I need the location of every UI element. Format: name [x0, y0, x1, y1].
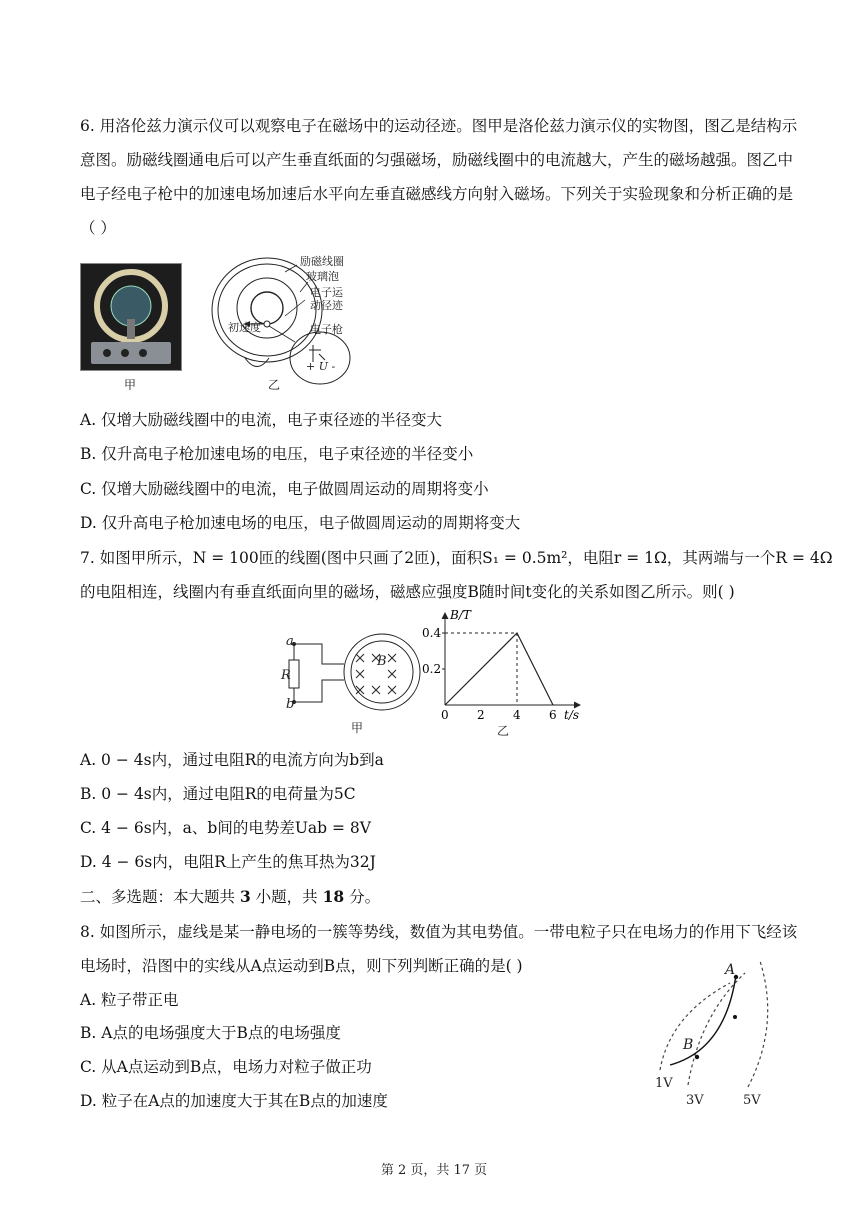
q6-caption-left: 甲 [124, 378, 137, 392]
q6-option-d: D. 仅升高电子枪加速电场的电压，电子做圆周运动的周期将变大 [80, 514, 521, 532]
magnetic-field-crosses [356, 654, 396, 694]
q8-option-d: D. 粒子在A点的加速度大于其在B点的加速度 [80, 1092, 388, 1110]
section-count: 3 [239, 887, 251, 906]
q7-coil-circuit [280, 630, 430, 720]
knob-1 [103, 349, 111, 357]
label-R: R [281, 668, 291, 683]
label-1v: 1V [655, 1076, 673, 1091]
q7-caption-left: 甲 [351, 721, 364, 735]
bt-x-label: t/s [564, 708, 580, 722]
crossing-point [733, 1015, 737, 1019]
section-score: 18 [322, 887, 345, 906]
knob-2 [121, 349, 129, 357]
bt-x-tick-2: 4 [513, 708, 521, 722]
section-prefix: 二、多选题：本大题共 [80, 888, 240, 906]
bt-x-tick-0: 0 [441, 708, 449, 722]
bt-y-tick-1: 0.4 [422, 626, 442, 640]
label-initial-velocity: 初速度 [228, 321, 261, 334]
equipotential-3v [688, 973, 745, 1085]
label-point-b: B [683, 1037, 694, 1053]
label-coil: 励磁线圈 [300, 255, 344, 268]
q8-option-c: C. 从A点运动到B点，电场力对粒子做正功 [80, 1058, 372, 1076]
q6-option-b: B. 仅升高电子枪加速电场的电压，电子束径迹的半径变小 [80, 445, 474, 463]
q7-option-c: C. 4 − 6s内，a、b间的电势差Uab = 8V [80, 819, 371, 837]
label-electron-gun: 电子枪 [310, 323, 343, 336]
label-b: b [286, 697, 295, 712]
particle-trajectory [670, 975, 736, 1065]
q7-stem-line-1: 7. 如图甲所示，N = 100匝的线圈(图中只画了2匝)，面积S₁ = 0.5m²，电阻r = 1Ω，其两端与一个R = 4Ω [80, 549, 833, 567]
label-voltage: + U - [306, 360, 336, 373]
q6-stem-line-4: （ ） [80, 219, 116, 237]
q6-structure-diagram [205, 250, 365, 385]
q8-option-a: A. 粒子带正电 [80, 991, 179, 1009]
q6-option-c: C. 仅增大励磁线圈中的电流，电子做圆周运动的周期将变小 [80, 480, 489, 498]
bt-y-tick-0: 0.2 [422, 662, 442, 676]
label-point-a: A [725, 962, 736, 978]
bt-chart [420, 605, 590, 730]
q6-caption-right: 乙 [268, 378, 281, 392]
label-track-2: 动径迹 [310, 299, 343, 312]
q6-stem-line-2: 意图。励磁线圈通电后可以产生垂直纸面的匀强磁场，励磁线圈中的电流越大，产生的磁场越强。图乙中 [80, 151, 794, 169]
section-header [80, 885, 380, 907]
q8-stem-line-1: 8. 如图所示，虚线是某一静电场的一簇等势线，数值为其电势值。一带电粒子只在电场力的作用下飞经该 [80, 923, 798, 941]
page-footer: 第 2 页，共 17 页 [380, 1163, 488, 1178]
lorentz-demonstrator-photo [80, 263, 182, 371]
point-b [695, 1055, 699, 1059]
bt-series-line [445, 633, 553, 705]
bt-x-tick-1: 2 [477, 708, 485, 722]
label-track-1: 电子运 [310, 286, 343, 299]
q7-option-d: D. 4 − 6s内，电阻R上产生的焦耳热为32J [80, 853, 376, 871]
q8-stem-line-2: 电场时，沿图中的实线从A点运动到B点，则下列判断正确的是( ) [80, 957, 523, 975]
q6-stem-line-1: 6. 用洛伦兹力演示仪可以观察电子在磁场中的运动径迹。图甲是洛伦兹力演示仪的实物图，图乙是结构示 [80, 117, 798, 135]
knob-3 [139, 349, 147, 357]
bt-x-tick-3: 6 [549, 708, 557, 722]
q6-stem-line-3: 电子经电子枪中的加速电场加速后水平向左垂直磁感线方向射入磁场。下列关于实验现象和分析正确的是 [80, 185, 794, 203]
label-bulb: 玻璃泡 [306, 270, 339, 283]
equipotential-5v [748, 961, 768, 1087]
label-5v: 5V [743, 1093, 761, 1108]
q7-caption-right: 乙 [497, 724, 510, 738]
q7-option-b: B. 0 − 4s内，通过电阻R的电荷量为5C [80, 785, 356, 803]
q7-option-a: A. 0 − 4s内，通过电阻R的电流方向为b到a [80, 751, 384, 769]
q8-option-b: B. A点的电场强度大于B点的电场强度 [80, 1024, 341, 1042]
section-suffix: 分。 [344, 888, 381, 906]
label-3v: 3V [686, 1093, 704, 1108]
q6-option-a: A. 仅增大励磁线圈中的电流，电子束径迹的半径变大 [80, 411, 443, 429]
label-a: a [286, 634, 294, 649]
bt-y-label: B/T [450, 608, 471, 622]
q7-stem-line-2: 的电阻相连，线圈内有垂直纸面向里的磁场，磁感应强度B随时间t变化的关系如图乙所示。则( ) [80, 583, 735, 601]
label-B: B [377, 654, 387, 669]
section-mid: 小题，共 [250, 888, 323, 906]
